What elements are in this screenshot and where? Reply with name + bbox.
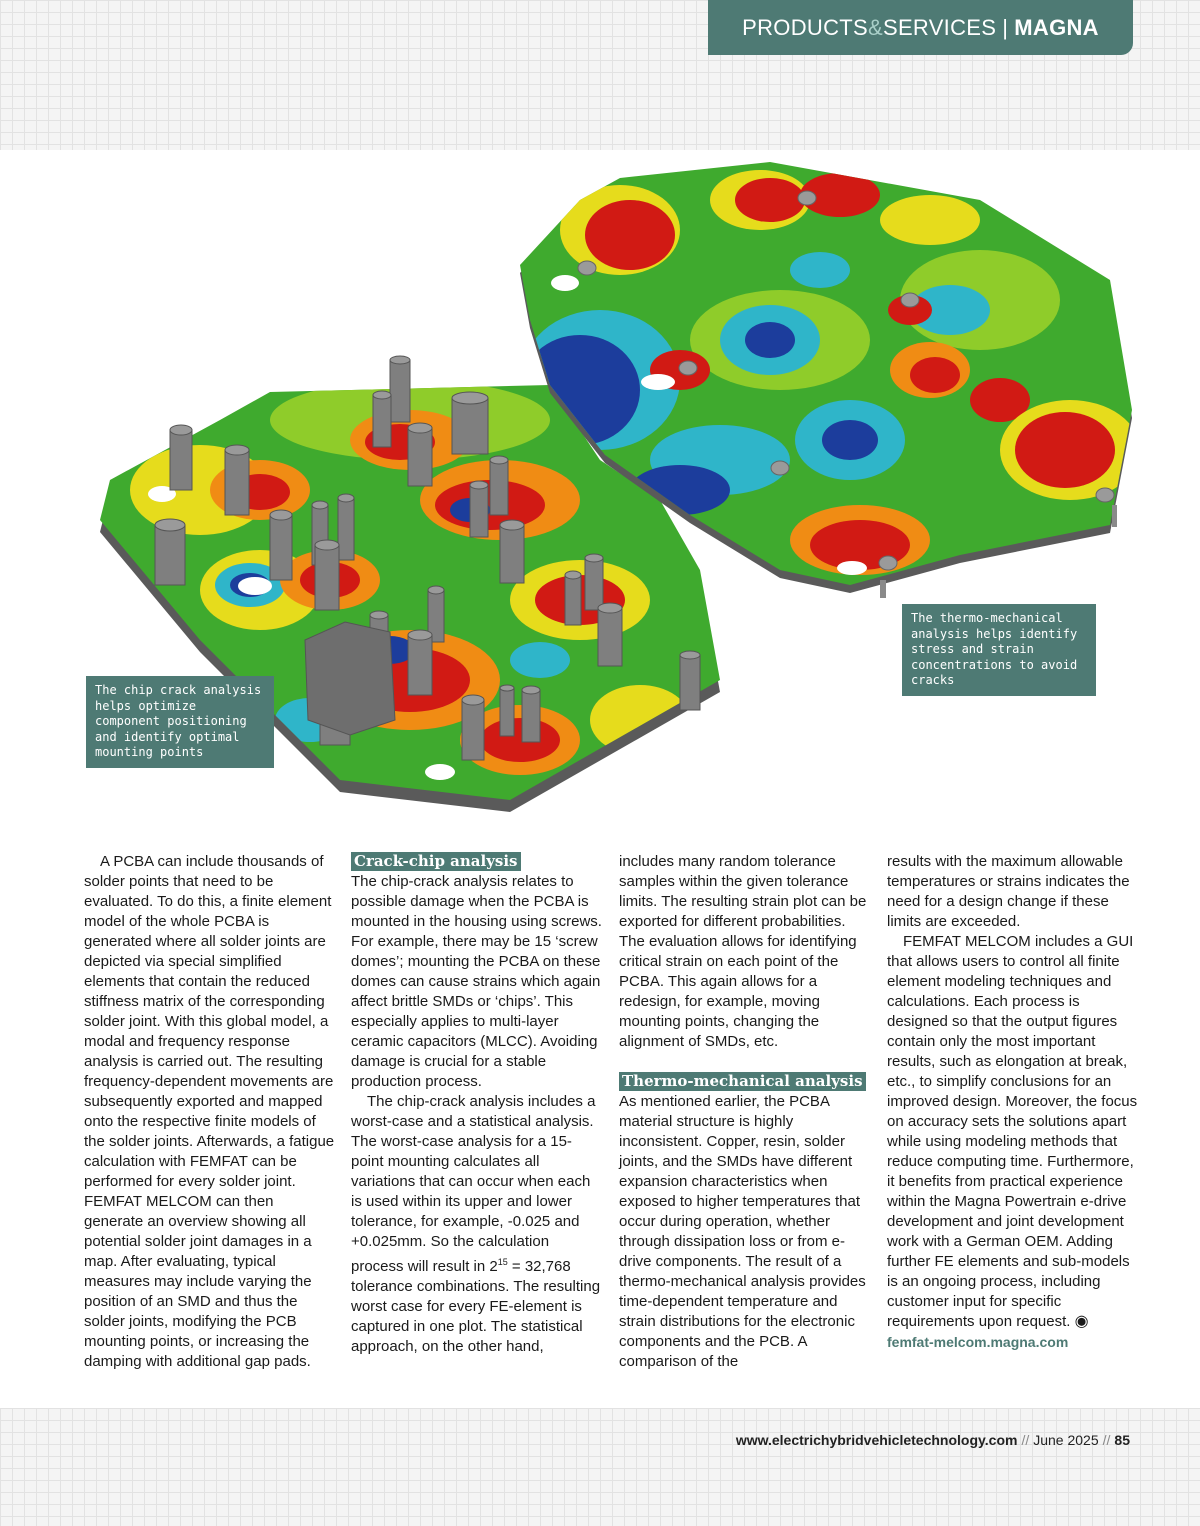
article-paragraph: A PCBA can include thousands of solder points that need to be evaluated. To do this, a finite element model of the whole PCBA is generated where all solder joints are depicted via special simplified elements that contain the reduced stiffness matrix of the corresponding solder joint. With this global model, a modal and frequency response analysis is carried out. The resulting frequency-dependent movements are subsequently exported and mapped onto the respective finite models of the solder joints. Afterwards, a fatigue calculation with FEMFAT can be performed for every solder joint. FEMFAT MELCOM can then generate an overview showing all potential solder joint damages in a map. After evaluating, typical measures may include varying the position of an SMD and thus the solder joints, modifying the PCB mounting points, or increasing the damping with additional gap pads. bbox=[84, 853, 335, 1370]
article-column-4 bbox=[887, 852, 1139, 1353]
article-column-2 bbox=[351, 852, 603, 1357]
section-header-tab bbox=[708, 0, 1133, 55]
section-label-products: PRODUCTS bbox=[742, 14, 868, 40]
section-separator: | bbox=[1002, 14, 1009, 40]
article-column-3 bbox=[619, 852, 871, 1372]
heading-crack-chip-analysis: Crack-chip analysis bbox=[351, 852, 521, 871]
page-footer bbox=[736, 1432, 1130, 1448]
caption-chip-crack: The chip crack analysis helps optimize component positioning and identify optimal mounting points bbox=[86, 676, 274, 768]
footer-website-link[interactable]: www.electrichybridvehicletechnology.com bbox=[735, 1432, 1018, 1448]
article-text: The chip-crack analysis includes a worst-case and a statistical analysis. The worst-case analysis for a 15-point mounting calculates all variations that can occur when each is used within its upper and lower tolerance, for example, -0.025 and +0.025mm. So the calculation process will result in 2 bbox=[351, 1093, 596, 1275]
exponent: 15 bbox=[497, 1257, 508, 1267]
footer-separator: // bbox=[1102, 1432, 1111, 1448]
end-mark-icon: ◉ bbox=[1074, 1313, 1089, 1330]
article-column-1 bbox=[84, 852, 336, 1372]
article-paragraph: The chip-crack analysis relates to possible damage when the PCBA is mounted in the housing using screws. For example, there may be 15 ‘screw domes’; mounting the PCBA on these domes can cause strains which again affect brittle SMDs or ‘chips’. This especially applies to multi-layer ceramic capacitors (MLCC). Avoiding damage is crucial for a stable production process. bbox=[351, 873, 602, 1090]
article-paragraph bbox=[887, 932, 1139, 1332]
caption-thermo-mechanical: The thermo-mechanical analysis helps identify stress and strain concentrations to avoid cracks bbox=[902, 604, 1096, 696]
article-paragraph: As mentioned earlier, the PCBA material structure is highly inconsistent. Copper, resin, solder joints, and the SMDs have different expansion characteristics when exposed to higher temperatures that occur during operation, whether through dissipation loss or from e-drive components. The result of a thermo-mechanical analysis provides time-dependent temperature and strain distributions for the electronic components and the PCB. A comparison of the bbox=[619, 1093, 866, 1370]
page-number: 85 bbox=[1114, 1432, 1130, 1448]
section-label-services: SERVICES bbox=[882, 14, 997, 40]
article-paragraph: includes many random tolerance samples within the given tolerance limits. The resulting strain plot can be exported for different probabilities. The evaluation allows for identifying critical strain on each point of the PCBA. This again allows for a redesign, for example, moving mounting points, changing the alignment of SMDs, etc. bbox=[619, 853, 867, 1050]
background-grid-bottom bbox=[0, 1408, 1200, 1526]
footer-date: June 2025 bbox=[1033, 1432, 1099, 1448]
article-paragraph bbox=[351, 1092, 603, 1357]
article-paragraph: results with the maximum allowable temperatures or strains indicates the need for a design change if these limits are exceeded. bbox=[887, 853, 1130, 930]
article-text: FEMFAT MELCOM includes a GUI that allows users to control all finite element modeling techniques and calculations. Each process is designed so that the output figures contain only the most important results, such as elongation at break, etc., to simplify conclusions for an improved design. Moreover, the focus on accuracy sets the solutions apart while using modeling methods that reduce computing time. Furthermore, it benefits from practical experience within the Magna Powertrain e-drive development and joint development work with a German OEM. Adding further FE elements and sub-models is an ongoing process, including customer input for specific requirements upon request. bbox=[887, 933, 1138, 1330]
heading-thermo-mechanical-analysis: Thermo-mechanical analysis bbox=[619, 1072, 866, 1091]
article-text: = 32,768 tolerance combinations. The resulting worst case for every FE-element is captured in one plot. The statistical approach, on the other hand, bbox=[351, 1258, 601, 1355]
brand-name: MAGNA bbox=[1014, 14, 1099, 40]
femfat-melcom-link[interactable]: femfat-melcom.magna.com bbox=[887, 1334, 1069, 1350]
section-ampersand: & bbox=[867, 14, 883, 40]
footer-separator: // bbox=[1021, 1432, 1030, 1448]
